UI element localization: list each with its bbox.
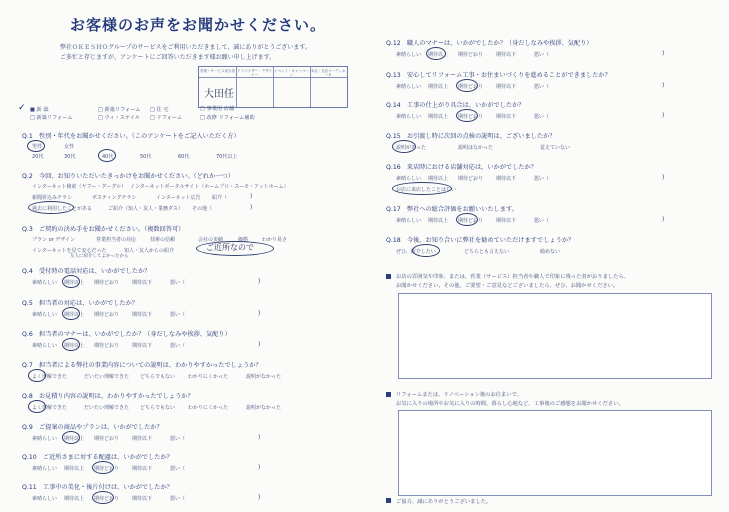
q12-bad[interactable]: 悪い（ — [534, 52, 550, 58]
q2-newspaper-flyer[interactable]: 新聞折込みチラシ — [32, 195, 73, 201]
paren-close: ) — [258, 341, 261, 348]
answer-circle — [28, 369, 46, 382]
q7-well-understood[interactable]: よく理解できた — [32, 374, 68, 380]
q16-never-visited[interactable]: お店に来店したことはない — [396, 187, 457, 193]
q1-20s[interactable]: 20代 — [32, 154, 44, 160]
q17-excellent[interactable]: 素晴らしい — [396, 218, 422, 224]
answer-circle — [62, 338, 80, 351]
q13-label: Q.13 安心してリフォーム工事・お住まいづくりを進めることができましたか？ — [386, 72, 611, 79]
q10-excellent[interactable]: 素晴らしい — [32, 466, 58, 472]
free-comment-1-line-2: お聞かせください。その他、ご要望・ご意見などございましたら、ぜひ、お聞かせください。 — [396, 283, 619, 289]
category-house[interactable]: □ 住 宅 — [150, 107, 169, 113]
q5-bad[interactable]: 悪い（ — [170, 312, 186, 318]
q5-below[interactable]: 期待以下 — [132, 312, 153, 318]
q11-label: Q.11 工事中の美化・後片付けは、いかがでしたか？ — [22, 484, 173, 491]
stamp-col-advisor: アドバイザー・デザイナー — [236, 67, 274, 107]
q3-label: Q.3 ご契約の決め手をお聞かせください。（複数回答可） — [22, 226, 185, 233]
q11-below[interactable]: 期待以下 — [132, 496, 153, 502]
q2-label: Q.2 今回、お知りいただいたきっかけをお聞かせください。（どれか一つ） — [22, 173, 234, 180]
q7-label: Q.7 担当者による弊社の事業内容についての説明は、わかりやすかったでしょうか？ — [22, 362, 262, 369]
free-comment-1-textarea[interactable] — [398, 293, 712, 379]
thank-you-note: ご協力、誠にありがとうございました。 — [396, 499, 492, 505]
paren-close: ) — [662, 82, 665, 89]
q15-label: Q.15 お引渡し時に次回の点検の説明は、ございましたか？ — [386, 133, 556, 140]
free-comment-2-line-1: リフォームまたは、リノベーション後のお住まいで、 — [396, 392, 523, 398]
paren-close: ) — [250, 193, 253, 200]
q9-above[interactable]: 期待以上 — [64, 436, 85, 442]
q2-past-use[interactable]: 過去に利用したことがある — [32, 206, 93, 212]
q11-excellent[interactable]: 素晴らしい — [32, 496, 58, 502]
q12-excellent[interactable]: 素晴らしい — [396, 52, 422, 58]
paren-close: ) — [258, 434, 261, 441]
free-comment-2-line-2: お気に入りの場所やお気に入りの時間、暮らし心地など、工事後のご感想をお聞かせください。 — [396, 401, 624, 407]
q4-below[interactable]: 期待以下 — [132, 280, 153, 286]
q10-label: Q.10 ご近所さまに対する配慮は、いかがでしたか？ — [22, 454, 173, 461]
q10-below[interactable]: 期待以下 — [132, 466, 153, 472]
q9-as-expected[interactable]: 期待どおり — [94, 436, 120, 442]
q7-hard-to-understand[interactable]: わかりにくかった — [188, 374, 229, 380]
q5-excellent[interactable]: 素晴らしい — [32, 312, 58, 318]
answer-circle — [62, 307, 80, 320]
q14-above[interactable]: 期待以上 — [428, 114, 449, 120]
q6-bad[interactable]: 悪い（ — [170, 343, 186, 349]
q4-excellent[interactable]: 素晴らしい — [32, 280, 58, 286]
q4-bad[interactable]: 悪い（ — [170, 280, 186, 286]
q8-neutral[interactable]: どちらでもない — [140, 405, 175, 411]
checkmark-icon: ✓ — [18, 103, 26, 113]
intro-line-2: ご多忙と存じますが、アンケートにご回答いただきます様お願い申し上げます。 — [60, 54, 276, 61]
q12-label: Q.12 職人のマナーは、いかがでしたか？（身だしなみや挨拶、気配り） — [386, 40, 593, 47]
q8-hard-to-understand[interactable]: わかりにくかった — [188, 405, 229, 411]
q13-bad[interactable]: 悪い（ — [534, 84, 550, 90]
q9-below[interactable]: 期待以下 — [132, 436, 153, 442]
q3-good-referral[interactable]: 友人に紹介してよかったから — [70, 254, 129, 259]
q18-label: Q.18 今後、お知り合いに弊社を勧めていただけますでしょうか？ — [386, 237, 575, 244]
answer-circle — [412, 244, 440, 257]
answer-circle — [456, 109, 478, 122]
q17-bad[interactable]: 悪い（ — [534, 218, 550, 224]
answer-circle — [456, 213, 478, 226]
answer-circle — [27, 140, 45, 152]
stamp-col-sales: 営業・サービス担当者 — [199, 67, 237, 107]
q13-above[interactable]: 期待以上 — [428, 84, 449, 90]
paren-close: ) — [662, 112, 665, 119]
q16-label: Q.16 来店時における店舗対応は、いかがでしたか？ — [386, 164, 537, 171]
q8-well-understood[interactable]: よく理解できた — [32, 405, 68, 411]
answer-circle — [456, 79, 478, 92]
q7-neutral[interactable]: どちらでもない — [140, 374, 175, 380]
q14-excellent[interactable]: 素晴らしい — [396, 114, 422, 120]
paren-close: ) — [258, 494, 261, 501]
free-comment-1-line-1: お店の雰囲気や印象、または、営業（サービス）担当者や職人で印象に残った者がおりましたら、 — [396, 274, 630, 280]
q3-internet-reassurance[interactable]: インターネットを見て安心だった — [32, 248, 107, 254]
staff-stamp-table — [198, 66, 348, 108]
q1-50s[interactable]: 50代 — [140, 154, 152, 160]
stamp-col-coordinator: 本社・支店コーディネータ — [310, 69, 346, 77]
q6-above[interactable]: 期待以上 — [64, 343, 85, 349]
q2-introduction[interactable]: ご紹介（知人・友人・業務ダス） — [108, 206, 184, 212]
q8-label: Q.8 お見積り内容の説明は、わかりやすかったでしょうか？ — [22, 393, 194, 400]
q18-neutral[interactable]: どちらとも言えない — [464, 249, 510, 255]
stamp-col-event: イベント・キャンペーン — [273, 67, 311, 107]
q9-bad[interactable]: 悪い（ — [170, 436, 186, 442]
q5-above[interactable]: 期待以上 — [64, 312, 85, 318]
q2-portal-site[interactable]: インターネットポータルサイト（ホームプロ・スーモ・アットホーム） — [130, 184, 289, 190]
q9-excellent[interactable]: 素晴らしい — [32, 436, 58, 442]
q3-sales-response[interactable]: 営業担当者の対応 — [96, 237, 137, 243]
answer-circle — [392, 140, 416, 153]
q14-as-expected[interactable]: 期待どおり — [458, 114, 484, 120]
bullet-icon — [386, 274, 391, 279]
q14-label: Q.14 工事の仕上がり具合は、いかがでしたか？ — [386, 102, 525, 109]
q8-no-explanation[interactable]: 説明がなかった — [246, 405, 282, 411]
q6-as-expected[interactable]: 期待どおり — [94, 343, 120, 349]
category-store[interactable]: □ 事業用 店舗 — [200, 106, 235, 112]
q3-price[interactable]: 価格 — [238, 237, 249, 243]
category-new-reform[interactable]: □ 新築リフォーム — [98, 107, 141, 113]
q10-above[interactable]: 期待以上 — [64, 466, 85, 472]
answer-circle — [92, 461, 114, 474]
q9-label: Q.9 ご提案の商品やプランは、いかがでしたか？ — [22, 424, 163, 431]
paren-close: ) — [662, 174, 665, 181]
q3-clarity[interactable]: わかり易さ — [262, 237, 288, 243]
free-comment-2-textarea[interactable] — [398, 410, 712, 496]
q16-below[interactable]: 期待以下 — [496, 176, 517, 182]
answer-circle — [62, 275, 80, 288]
q8-mostly-understood[interactable]: だいたい理解できた — [84, 405, 130, 411]
q1-30s[interactable]: 30代 — [64, 154, 76, 160]
q11-above[interactable]: 期待以上 — [64, 496, 85, 502]
q13-excellent[interactable]: 素晴らしい — [396, 84, 422, 90]
answer-circle — [28, 201, 74, 214]
category-new-build[interactable]: ■ 新 築 — [30, 107, 49, 113]
q11-bad[interactable]: 悪い（ — [170, 496, 186, 502]
q17-below[interactable]: 期待以下 — [496, 218, 517, 224]
q17-as-expected[interactable]: 期待どおり — [458, 218, 484, 224]
staff-signature: 大田任 — [204, 89, 234, 100]
q12-as-expected[interactable]: 期待どおり — [458, 52, 484, 58]
q18-recommend[interactable]: ぜひ、紹介したい — [396, 249, 436, 255]
q2-internet-search[interactable]: インターネット検索（ヤフー・グーグル） — [32, 184, 127, 190]
q6-label: Q.6 担当者のマナーは、いかがでしたか？（身だしなみや挨拶、気配り） — [22, 331, 231, 338]
q4-as-expected[interactable]: 期待どおり — [94, 280, 120, 286]
answer-circle — [92, 491, 114, 504]
category-we-style[interactable]: □ ウィ・ステイル — [98, 115, 141, 121]
q4-above[interactable]: 期待以上 — [64, 280, 85, 286]
category-renovation[interactable]: □ 新築リフォーム — [30, 115, 73, 121]
q15-explained[interactable]: 説明があった — [396, 145, 426, 151]
q12-above[interactable]: 期待以上 — [428, 52, 449, 58]
q7-mostly-understood[interactable]: だいたい理解できた — [84, 374, 130, 380]
intro-line-1: 弊社ＯＫＥＳＨＯグループのサービスをご利用いただきまして、誠にありがとうございます。 — [60, 44, 311, 51]
q16-above[interactable]: 期待以上 — [428, 176, 449, 182]
q15-dont-remember[interactable]: 覚えていない — [540, 145, 571, 151]
q17-above[interactable]: 期待以上 — [428, 218, 449, 224]
answer-circle — [28, 400, 46, 413]
q2-other[interactable]: その他（ — [192, 206, 213, 212]
paren-close: ) — [258, 464, 261, 471]
q6-excellent[interactable]: 素晴らしい — [32, 343, 58, 349]
q1-40s[interactable]: 40代 — [102, 154, 114, 160]
q1-label: Q.1 性別・年代をお聞かせください。（このアンケートをご記入いただく方） — [22, 133, 240, 140]
q18-not-recommend[interactable]: 勧めない — [540, 249, 561, 255]
q10-bad[interactable]: 悪い（ — [170, 466, 186, 472]
paren-close: ) — [258, 310, 261, 317]
category-subsidy[interactable]: □ 改修 リフォーム補助 — [200, 115, 255, 121]
q2-posting-flyer[interactable]: ポスティングチラシ — [92, 195, 137, 201]
bullet-icon — [386, 392, 391, 397]
paren-close: ) — [662, 50, 665, 57]
q13-as-expected[interactable]: 期待どおり — [458, 84, 484, 90]
q11-as-expected[interactable]: 期待どおり — [94, 496, 120, 502]
q17-label: Q.17 弊社への総合評価をお願いいたします。 — [386, 206, 518, 213]
q2-referral[interactable]: 紹介（ — [212, 195, 228, 201]
q2-internet-ad[interactable]: インターネット広告 — [156, 195, 201, 201]
q7-no-explanation[interactable]: 説明がなかった — [246, 374, 282, 380]
q3-friend-referral[interactable]: 知人・友人からの紹介 — [124, 248, 175, 254]
answer-circle — [426, 47, 449, 60]
answer-circle — [392, 182, 452, 195]
q16-excellent[interactable]: 素晴らしい — [396, 176, 422, 182]
q16-as-expected[interactable]: 期待どおり — [458, 176, 484, 182]
answer-circle — [98, 149, 116, 162]
q14-bad[interactable]: 悪い（ — [534, 114, 550, 120]
q13-below[interactable]: 期待以下 — [496, 84, 517, 90]
q10-as-expected[interactable]: 期待どおり — [94, 466, 120, 472]
q3-company-record[interactable]: 会社の実績 — [198, 237, 224, 243]
q5-as-expected[interactable]: 期待どおり — [94, 312, 120, 318]
q14-below[interactable]: 期待以下 — [496, 114, 517, 120]
q12-below[interactable]: 期待以下 — [496, 52, 517, 58]
q1-70s-plus[interactable]: 70代以上 — [216, 154, 238, 160]
q3-technical-trust[interactable]: 技術の信頼 — [150, 237, 176, 243]
answer-circle — [62, 431, 80, 444]
q16-bad[interactable]: 悪い（ — [534, 176, 550, 182]
paren-close: ) — [250, 204, 253, 211]
page-title: お客様のお声をお聞かせください。 — [70, 16, 327, 34]
category-reform[interactable]: □ リフォーム — [150, 115, 183, 121]
bullet-icon — [386, 498, 391, 503]
paren-close: ) — [662, 216, 665, 223]
q3-plan-design[interactable]: プラン or デザイン — [32, 237, 75, 243]
q1-60s[interactable]: 60代 — [178, 154, 190, 160]
paren-close: ) — [258, 278, 261, 285]
q5-label: Q.5 担当者の対応は、いかがでしたか？ — [22, 300, 138, 307]
q4-label: Q.4 受付時の電話対応は、いかがでしたか？ — [22, 268, 151, 275]
q1-female[interactable]: 女性 — [64, 144, 75, 150]
q3-handwritten-answer: ご近所なので — [206, 243, 254, 252]
q6-below[interactable]: 期待以下 — [132, 343, 153, 349]
q1-male[interactable]: 男性 — [32, 144, 43, 150]
q15-not-explained[interactable]: 説明はなかった — [458, 145, 494, 151]
